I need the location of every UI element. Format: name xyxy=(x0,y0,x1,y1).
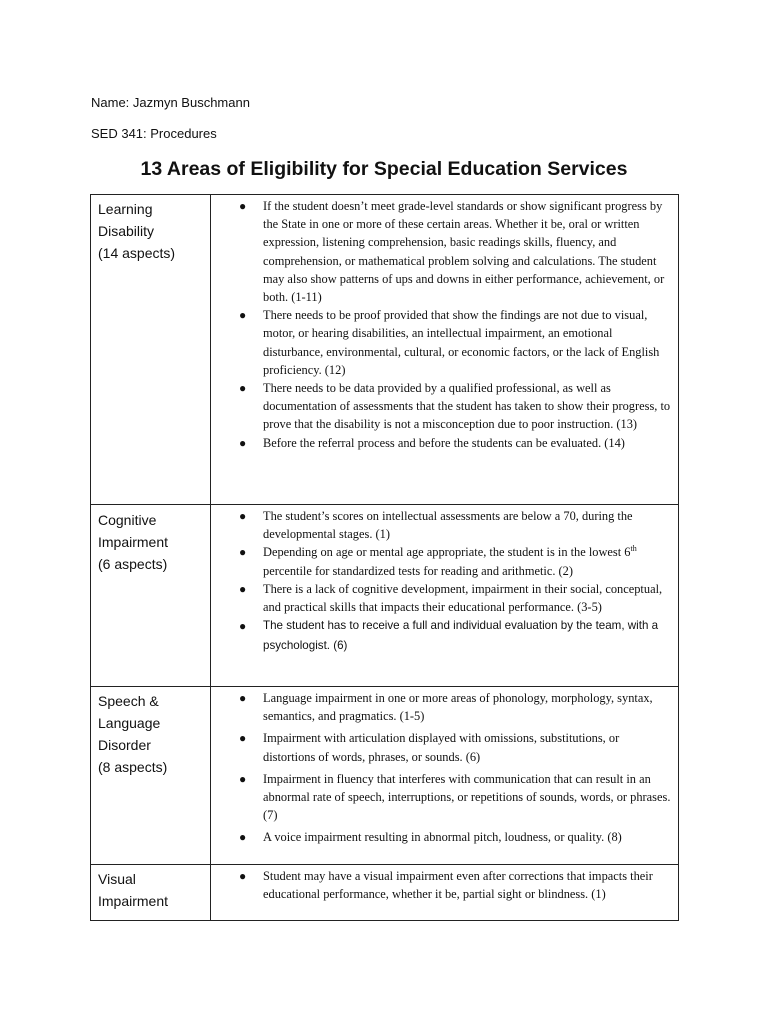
category-label: Impairment xyxy=(98,534,169,550)
list-item-text: A voice impairment resulting in abnormal pitch, loudness, or quality. (8) xyxy=(263,830,622,845)
category-label: Cognitive xyxy=(98,512,157,528)
category-cell xyxy=(91,195,211,505)
category-label: Impairment xyxy=(98,893,169,909)
list-item xyxy=(239,306,672,379)
category-cell xyxy=(91,505,211,687)
student-name: Name: Jazmyn Buschmann xyxy=(91,95,250,110)
page-title: 13 Areas of Eligibility for Special Education Services xyxy=(140,158,628,180)
list-item-text: The student’s scores on intellectual assessments are below a 70, during the developmental stages. (1) xyxy=(263,509,633,542)
list-item xyxy=(239,867,672,903)
category-label: Language xyxy=(98,715,161,731)
eligibility-table xyxy=(90,194,679,921)
bullet-icon: ● xyxy=(239,199,247,213)
list-item-text: There is a lack of cognitive development, impairment in their social, conceptual, and practical skills that impacts their educational performance. (3-5) xyxy=(263,581,663,615)
list-item-text: The student has to receive a full and individual evaluation by the team, with a psychologist. (6) xyxy=(263,619,659,653)
table-row xyxy=(91,865,679,921)
list-item xyxy=(239,616,672,656)
category-label: (6 aspects) xyxy=(98,556,168,572)
list-item-text: There needs to be data provided by a qualified professional, as well as documentation of assessments that the student has taken to show their progress, to prove that the disability is not a misconception due to poor instruction. (13) xyxy=(263,381,671,432)
category-label: Visual xyxy=(98,871,136,887)
list-item-text: Depending on age or mental age appropriate, the student is in the lowest 6 xyxy=(263,545,631,560)
description-cell xyxy=(211,865,679,921)
list-item xyxy=(239,729,672,765)
ordinal-suffix: th xyxy=(630,544,637,554)
list-item xyxy=(239,543,672,579)
bullet-icon: ● xyxy=(239,435,247,450)
category-label: Disorder xyxy=(98,737,151,753)
list-item-text: Impairment with articulation displayed with omissions, substitutions, or distortions of words, phrases, or sounds. (6) xyxy=(263,731,620,764)
list-item xyxy=(239,770,672,825)
bullet-list xyxy=(239,867,672,903)
bullet-icon: ● xyxy=(239,771,247,786)
list-item-text: Language impairment in one or more areas of phonology, morphology, syntax, semantics, and pragmatics. (1-5) xyxy=(263,691,653,724)
course-label: SED 341: Procedures xyxy=(91,126,217,141)
category-label: (14 aspects) xyxy=(98,245,176,261)
description-cell xyxy=(211,195,679,505)
list-item-text: If the student doesn’t meet grade-level standards or show significant progress by the State in one or more of these certain areas. Whether it be, oral or written expression, listening comprehension, basic readings skills, fluency, and comprehension, or mathematical problem solving and calculations. The student may also show patterns of ups and downs in either performance, achievement, or both. (1-11) xyxy=(263,199,665,305)
category-label: (8 aspects) xyxy=(98,759,168,775)
bullet-icon: ● xyxy=(239,731,247,746)
list-item xyxy=(239,580,672,616)
bullet-icon: ● xyxy=(239,381,247,396)
bullet-icon: ● xyxy=(239,869,247,883)
bullet-icon: ● xyxy=(239,308,247,323)
list-item-text: There needs to be proof provided that show the findings are not due to visual, motor, or hearing disabilities, an intellectual impairment, an emotional disturbance, environmental, cultural, or economic factors, or the lack of English proficiency. (12) xyxy=(263,308,660,377)
description-cell xyxy=(211,687,679,865)
list-item-text: Impairment in fluency that interferes with communication that can result in an abnormal rate of speech, interruptions, or repetitions of sounds, words, or phrases. (7) xyxy=(263,771,671,823)
list-item xyxy=(239,689,672,725)
category-label: Speech & xyxy=(98,693,159,709)
bullet-icon: ● xyxy=(239,581,247,596)
bullet-list xyxy=(239,507,672,656)
category-cell xyxy=(91,687,211,865)
description-cell xyxy=(211,505,679,687)
list-item xyxy=(239,197,672,306)
bullet-icon: ● xyxy=(239,545,247,560)
category-cell xyxy=(91,865,211,921)
category-label: Disability xyxy=(98,223,155,239)
bullet-icon: ● xyxy=(239,830,247,845)
category-label: Learning xyxy=(98,201,153,217)
list-item xyxy=(239,379,672,434)
bullet-list xyxy=(239,689,672,847)
table-row xyxy=(91,195,679,505)
list-item xyxy=(239,434,672,452)
list-item-text-continued: percentile for standardized tests for reading and arithmetic. (2) xyxy=(263,563,573,578)
list-item xyxy=(239,828,672,846)
bullet-list xyxy=(239,197,672,452)
list-item-text: Student may have a visual impairment even after corrections that impacts their educational performance, whether it be, partial sight or blindness. (1) xyxy=(263,869,653,902)
bullet-icon: ● xyxy=(239,619,247,634)
table-row xyxy=(91,687,679,865)
bullet-icon: ● xyxy=(239,509,247,523)
list-item xyxy=(239,507,672,543)
bullet-icon: ● xyxy=(239,691,247,705)
list-item-text: Before the referral process and before the students can be evaluated. (14) xyxy=(263,435,625,450)
table-row xyxy=(91,505,679,687)
